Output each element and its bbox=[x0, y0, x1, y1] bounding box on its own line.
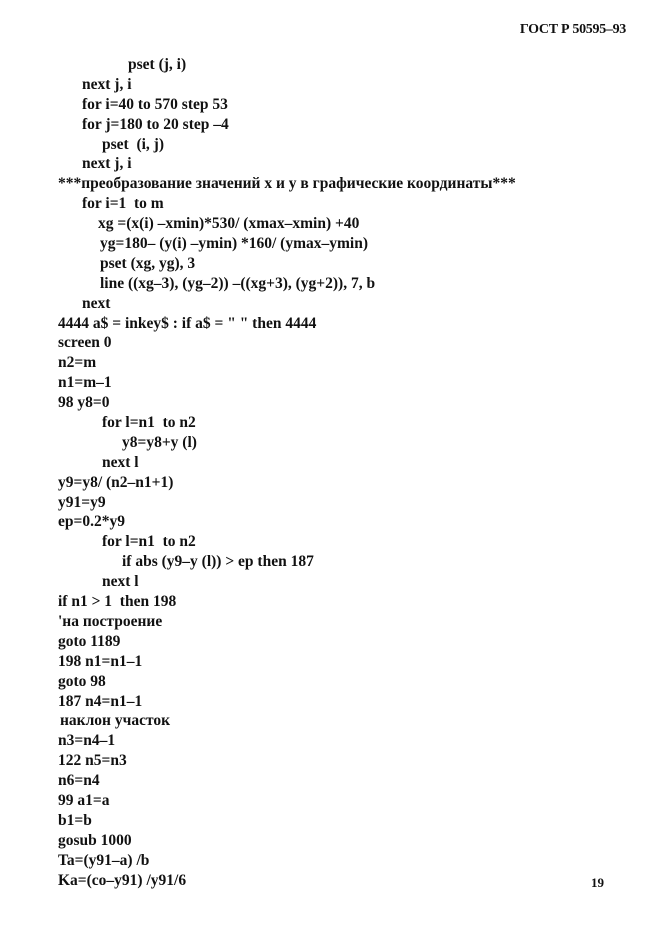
code-line: n6=n4 bbox=[58, 772, 100, 790]
code-line: for l=n1 to n2 bbox=[102, 414, 196, 432]
code-line: gosub 1000 bbox=[58, 831, 132, 849]
code-line: n1=m–1 bbox=[58, 374, 112, 392]
code-line: for l=n1 to n2 bbox=[102, 533, 196, 551]
code-line: 122 n5=n3 bbox=[58, 752, 127, 770]
code-line: next l bbox=[102, 573, 139, 591]
page-number: 19 bbox=[591, 875, 604, 890]
code-line: xg =(x(i) –xmin)*530/ (xmax–xmin) +40 bbox=[98, 215, 360, 233]
code-line: Ta=(y91–a) /b bbox=[58, 851, 150, 869]
code-line: наклон участок bbox=[60, 712, 171, 730]
code-line: b1=b bbox=[58, 811, 92, 829]
code-line: if abs (y9–y (l)) > ep then 187 bbox=[122, 553, 314, 571]
code-line: pset (i, j) bbox=[102, 135, 164, 153]
code-line: 98 y8=0 bbox=[58, 394, 110, 412]
code-line: for i=40 to 570 step 53 bbox=[82, 95, 228, 113]
code-line: goto 1189 bbox=[58, 632, 121, 650]
document-standard-header: ГОСТ Р 50595–93 bbox=[519, 22, 626, 37]
code-line: line ((xg–3), (yg–2)) –((xg+3), (yg+2)), 7, b bbox=[100, 274, 376, 292]
code-line: y8=y8+y (l) bbox=[122, 433, 197, 451]
code-line: y91=y9 bbox=[58, 493, 106, 511]
code-line: next l bbox=[102, 453, 139, 471]
code-line: pset (j, i) bbox=[128, 56, 187, 73]
code-line: Ka=(co–y91) /y91/6 bbox=[58, 871, 187, 889]
code-line: goto 98 bbox=[58, 672, 106, 690]
code-line: 'на построение bbox=[58, 612, 163, 630]
basic-program-listing bbox=[58, 55, 516, 890]
code-line: y9=y8/ (n2–n1+1) bbox=[58, 473, 174, 491]
code-line: 187 n4=n1–1 bbox=[58, 692, 143, 710]
code-line: n2=m bbox=[58, 354, 97, 372]
code-line: yg=180– (y(i) –ymin) *160/ (ymax–ymin) bbox=[100, 235, 369, 253]
code-line: next j, i bbox=[82, 75, 132, 93]
code-line: next bbox=[82, 294, 111, 312]
code-line: ***преобразование значений x и y в графические координаты*** bbox=[58, 175, 516, 193]
code-line: 99 a1=a bbox=[58, 791, 110, 809]
code-line: pset (xg, yg), 3 bbox=[100, 254, 196, 272]
code-line: n3=n4–1 bbox=[58, 732, 116, 750]
code-line: screen 0 bbox=[58, 334, 112, 352]
code-line: for i=1 to m bbox=[82, 195, 164, 213]
code-line: if n1 > 1 then 198 bbox=[58, 593, 177, 611]
code-line: ep=0.2*y9 bbox=[58, 513, 125, 531]
code-line: 198 n1=n1–1 bbox=[58, 652, 143, 670]
code-line: for j=180 to 20 step –4 bbox=[82, 115, 229, 133]
code-line: next j, i bbox=[82, 155, 132, 173]
code-line: 4444 a$ = inkey$ : if a$ = " " then 4444 bbox=[58, 314, 317, 332]
